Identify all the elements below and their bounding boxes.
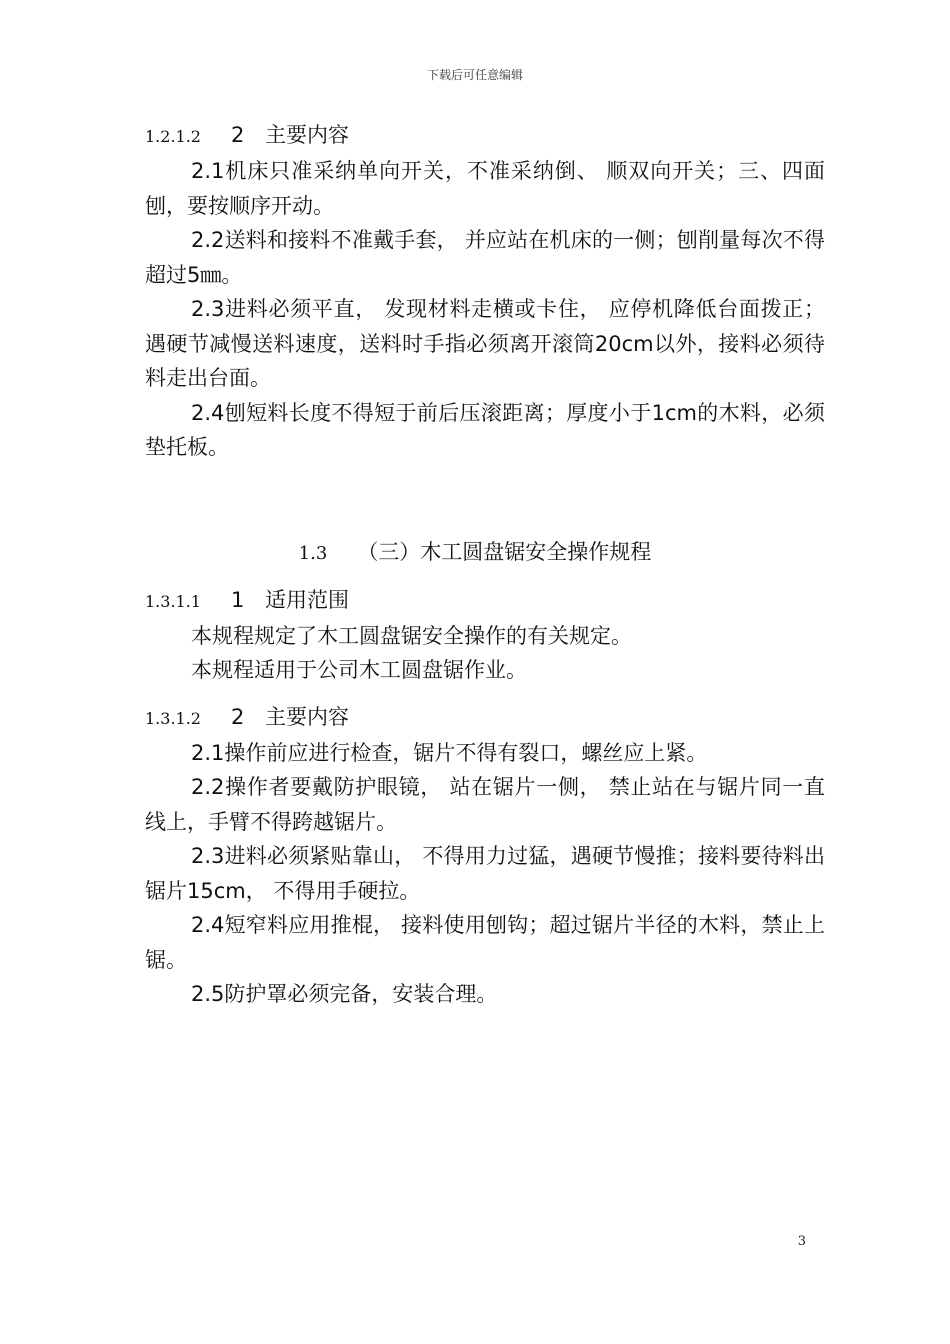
paragraph: 2.1机床只准采纳单向开关，不准采纳倒、 顺双向开关；三、四面刨，要按顺序开动。 [145, 159, 825, 218]
paragraph: 2.4刨短料长度不得短于前后压滚距离；厚度小于1cm的木料，必须垫托板。 [145, 400, 825, 459]
section-title: 主要内容 [265, 123, 349, 147]
paragraph: 2.2送料和接料不准戴手套， 并应站在机床的一侧；刨削量每次不得超过5㎜。 [145, 228, 825, 287]
paragraph: 2.5防护罩必须完备，安装合理。 [191, 982, 498, 1006]
section-heading [145, 583, 825, 619]
paragraph: 本规程规定了木工圆盘锯安全操作的有关规定。 [191, 623, 632, 648]
paragraph: 2.3进料必须紧贴靠山， 不得用力过猛，遇硬节慢推；接料要待料出锯片15cm， 不得用手硬拉。 [145, 844, 825, 903]
section-heading [145, 700, 825, 736]
section-index: 1 [231, 587, 245, 612]
chapter-number: 1.3 [298, 542, 328, 564]
section-number: 1.2.1.2 [145, 127, 201, 146]
section-number: 1.3.1.1 [145, 591, 201, 611]
chapter-title: （三）木工圆盘锯安全操作规程 [357, 539, 652, 564]
paragraph: 2.3进料必须平直， 发现材料走横或卡住， 应停机降低台面拨正；遇硬节减慢送料速度，送料时手指必须离开滚筒20cm以外，接料必须待料走出台面。 [145, 297, 825, 390]
paragraph: 2.1操作前应进行检查，锯片不得有裂口，螺丝应上紧。 [191, 740, 708, 765]
section-number: 1.3.1.2 [145, 708, 201, 728]
section-title: 适用范围 [265, 587, 349, 612]
section-heading [145, 118, 825, 154]
page-header: 下载后可任意编辑 [426, 68, 523, 82]
section-index: 2 [231, 704, 245, 729]
paragraph: 2.4短窄料应用推棍， 接料使用刨钩；超过锯片半径的木料，禁止上锯。 [145, 913, 825, 972]
chapter-heading [125, 535, 825, 571]
document-body [145, 118, 825, 1012]
page-number: 3 [797, 1234, 806, 1249]
section-title: 主要内容 [265, 704, 349, 729]
paragraph: 本规程适用于公司木工圆盘锯作业。 [191, 658, 527, 682]
paragraph: 2.2操作者要戴防护眼镜， 站在锯片一侧， 禁止站在与锯片同一直线上，手臂不得跨越锯片。 [145, 775, 825, 834]
section-index: 2 [231, 123, 245, 147]
